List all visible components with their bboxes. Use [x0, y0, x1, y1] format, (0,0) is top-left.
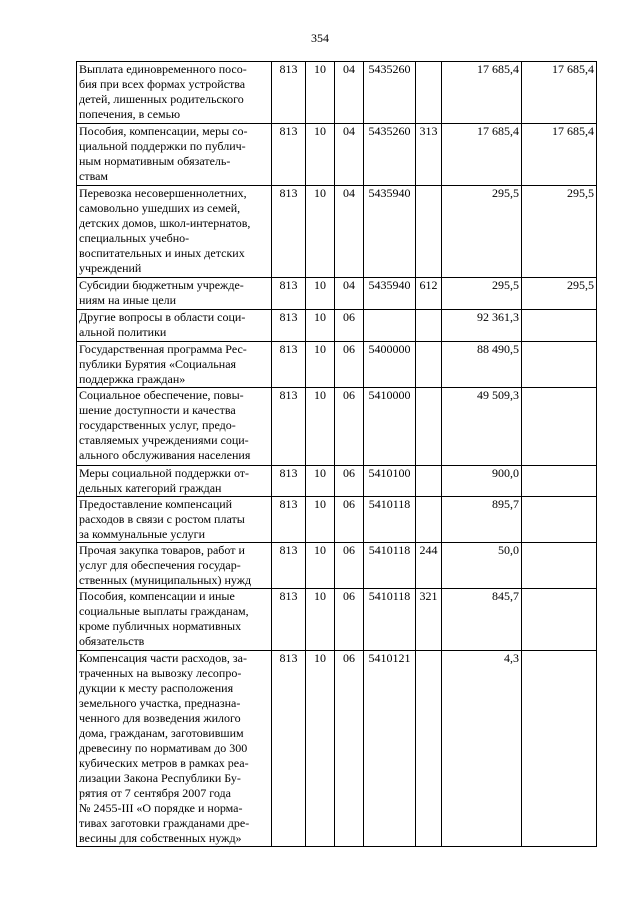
expense-code [416, 388, 442, 466]
row-name-cell: Пособия, компенсации, меры со- циальной поддержки по публич- ным нормативным обязатель- ствам [77, 124, 272, 186]
table-row [77, 589, 597, 651]
section-code: 10 [306, 651, 335, 847]
section-code: 10 [306, 466, 335, 497]
target-code: 5435260 [364, 62, 416, 124]
target-code: 5410100 [364, 466, 416, 497]
section-code: 10 [306, 388, 335, 466]
target-code: 5435940 [364, 278, 416, 310]
subsection-code: 06 [335, 651, 364, 847]
amount-2: 295,5 [522, 278, 597, 310]
table-row [77, 186, 597, 278]
row-name-cell: Пособия, компенсации и иные социальные выплаты гражданам, кроме публичных нормативных обязательств [77, 589, 272, 651]
section-code: 10 [306, 62, 335, 124]
amount-2 [522, 497, 597, 543]
expense-code [416, 186, 442, 278]
amount-1: 17 685,4 [442, 124, 522, 186]
expense-code [416, 651, 442, 847]
amount-2: 17 685,4 [522, 62, 597, 124]
table-row [77, 543, 597, 589]
section-code: 10 [306, 342, 335, 388]
row-name-cell: Меры социальной поддержки от- дельных категорий граждан [77, 466, 272, 497]
amount-2 [522, 543, 597, 589]
page-number: 354 [311, 31, 329, 45]
ministry-code: 813 [272, 497, 306, 543]
expense-code [416, 310, 442, 342]
table-row [77, 62, 597, 124]
row-name-cell: Другие вопросы в области соци- альной политики [77, 310, 272, 342]
section-code: 10 [306, 543, 335, 589]
expense-code: 612 [416, 278, 442, 310]
section-code: 10 [306, 186, 335, 278]
target-code: 5435940 [364, 186, 416, 278]
amount-2: 295,5 [522, 186, 597, 278]
expense-code [416, 342, 442, 388]
subsection-code: 06 [335, 342, 364, 388]
subsection-code: 06 [335, 310, 364, 342]
ministry-code: 813 [272, 186, 306, 278]
amount-1: 17 685,4 [442, 62, 522, 124]
ministry-code: 813 [272, 466, 306, 497]
row-name-cell: Прочая закупка товаров, работ и услуг для обеспечения государ- ственных (муниципальных) нужд [77, 543, 272, 589]
table-row [77, 124, 597, 186]
amount-1: 845,7 [442, 589, 522, 651]
expense-code [416, 497, 442, 543]
amount-2: 17 685,4 [522, 124, 597, 186]
target-code: 5410000 [364, 388, 416, 466]
table-row [77, 278, 597, 310]
row-name-cell: Компенсация части расходов, за- траченных на вывозку лесопро- дукции к месту расположения земельного участка, предназна- ченного для возведения жилого дома, гражданам, заготовившим древесину по нормативам до 300 кубических метров в рамках реа- лизации Закона Республики Бу- рятия от 7 сентября 2007 года № 2455-III «О порядке и норма- тивах заготовки гражданами дре- весины для собственных нужд» [77, 651, 272, 847]
section-code: 10 [306, 310, 335, 342]
amount-2 [522, 589, 597, 651]
ministry-code: 813 [272, 62, 306, 124]
ministry-code: 813 [272, 388, 306, 466]
ministry-code: 813 [272, 124, 306, 186]
amount-1: 4,3 [442, 651, 522, 847]
ministry-code: 813 [272, 651, 306, 847]
table-row [77, 388, 597, 466]
row-name-cell: Государственная программа Рес- публики Бурятия «Социальная поддержка граждан» [77, 342, 272, 388]
table-row [77, 651, 597, 847]
amount-2 [522, 388, 597, 466]
amount-1: 50,0 [442, 543, 522, 589]
section-code: 10 [306, 124, 335, 186]
expense-code: 244 [416, 543, 442, 589]
target-code: 5400000 [364, 342, 416, 388]
section-code: 10 [306, 278, 335, 310]
target-code [364, 310, 416, 342]
budget-table [76, 61, 597, 847]
table-row [77, 310, 597, 342]
row-name-cell: Предоставление компенсаций расходов в связи с ростом платы за коммунальные услуги [77, 497, 272, 543]
ministry-code: 813 [272, 278, 306, 310]
expense-code: 321 [416, 589, 442, 651]
expense-code [416, 466, 442, 497]
amount-2 [522, 651, 597, 847]
ministry-code: 813 [272, 310, 306, 342]
amount-1: 88 490,5 [442, 342, 522, 388]
ministry-code: 813 [272, 342, 306, 388]
amount-1: 900,0 [442, 466, 522, 497]
section-code: 10 [306, 497, 335, 543]
target-code: 5410118 [364, 497, 416, 543]
amount-2 [522, 466, 597, 497]
amount-2 [522, 310, 597, 342]
amount-1: 295,5 [442, 278, 522, 310]
target-code: 5435260 [364, 124, 416, 186]
amount-2 [522, 342, 597, 388]
row-name-cell: Перевозка несовершеннолетних, самовольно ушедших из семей, детских домов, школ-интернатов, специальных учебно- воспитательных и иных детских учреждений [77, 186, 272, 278]
amount-1: 295,5 [442, 186, 522, 278]
row-name-cell: Выплата единовременного посо- бия при всех формах устройства детей, лишенных родительского попечения, в семью [77, 62, 272, 124]
expense-code: 313 [416, 124, 442, 186]
subsection-code: 06 [335, 543, 364, 589]
subsection-code: 04 [335, 278, 364, 310]
subsection-code: 04 [335, 62, 364, 124]
ministry-code: 813 [272, 543, 306, 589]
subsection-code: 04 [335, 124, 364, 186]
row-name-cell: Субсидии бюджетным учрежде- ниям на иные цели [77, 278, 272, 310]
row-name-cell: Социальное обеспечение, повы- шение доступности и качества государственных услуг, предо- ставляемых учреждениями соци- ального обслуживания населения [77, 388, 272, 466]
expense-code [416, 62, 442, 124]
table-row [77, 497, 597, 543]
target-code: 5410121 [364, 651, 416, 847]
subsection-code: 06 [335, 589, 364, 651]
section-code: 10 [306, 589, 335, 651]
ministry-code: 813 [272, 589, 306, 651]
subsection-code: 04 [335, 186, 364, 278]
table-row [77, 342, 597, 388]
subsection-code: 06 [335, 466, 364, 497]
target-code: 5410118 [364, 543, 416, 589]
table-row [77, 466, 597, 497]
amount-1: 92 361,3 [442, 310, 522, 342]
amount-1: 895,7 [442, 497, 522, 543]
target-code: 5410118 [364, 589, 416, 651]
subsection-code: 06 [335, 497, 364, 543]
amount-1: 49 509,3 [442, 388, 522, 466]
subsection-code: 06 [335, 388, 364, 466]
